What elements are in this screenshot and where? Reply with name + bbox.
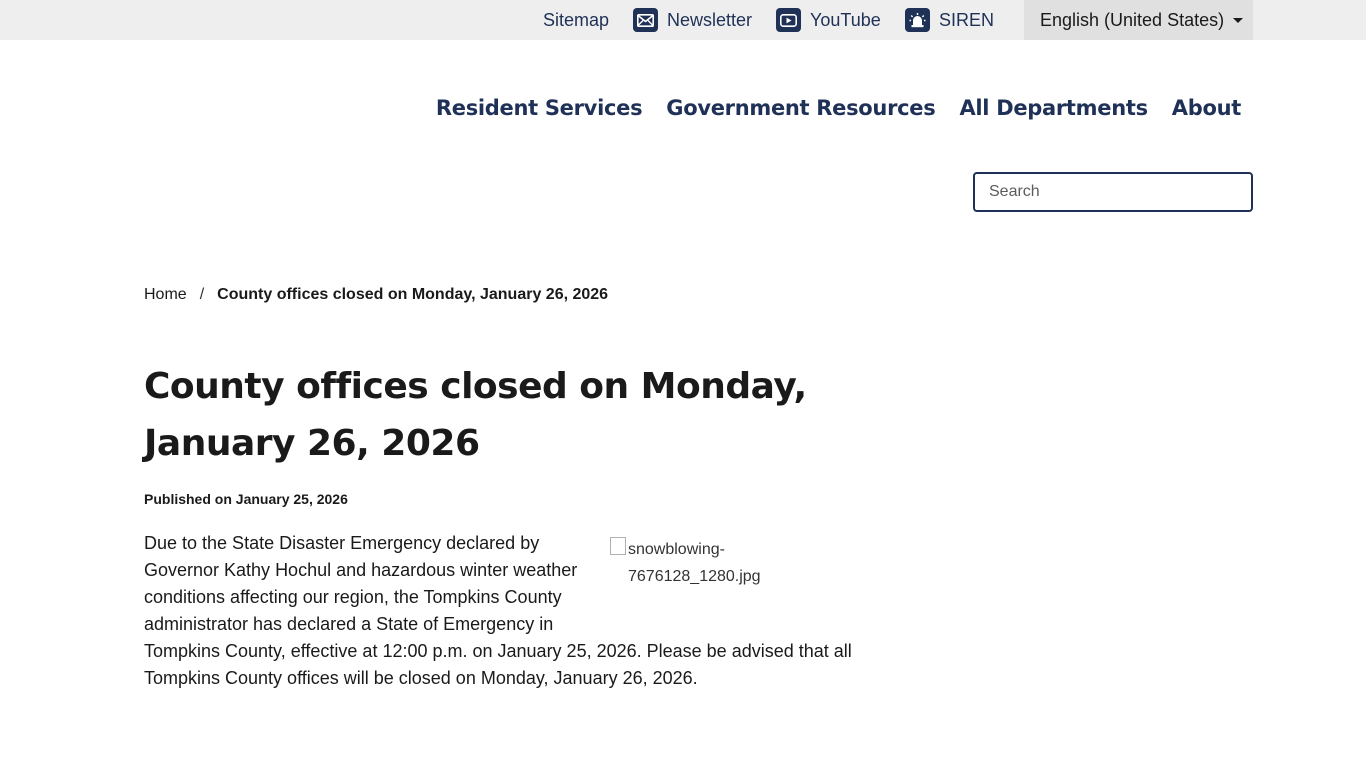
breadcrumb-home-link[interactable]: Home: [144, 286, 187, 303]
language-selected-value: English (United States): [1040, 9, 1225, 30]
broken-image-icon: [610, 537, 626, 555]
article-image: [610, 536, 856, 626]
article-body: [144, 530, 856, 692]
newsletter-label: Newsletter: [667, 9, 753, 30]
nav-resident-services[interactable]: Resident Services: [435, 96, 643, 120]
youtube-link[interactable]: [776, 0, 881, 40]
siren-link[interactable]: [905, 0, 994, 40]
siren-label: SIREN: [939, 9, 995, 30]
nav-about[interactable]: About: [1171, 96, 1241, 120]
article-paragraph: Due to the State Disaster Emergency declared by Governor Kathy Hochul and hazardous winter weather conditions affecting our region, the Tompkins County administrator has declared a State of Emergency in Tompkins County, effective at 12:00 p.m. on January 25, 2026. Please be advised that all Tompkins County offices will be closed on Monday, January 26, 2026.: [144, 533, 852, 688]
article-image-alt: snowblowing-7676128_1280.jpg: [628, 541, 761, 585]
caret-down-icon: [1233, 18, 1243, 23]
published-date: Published on January 25, 2026: [144, 491, 348, 507]
breadcrumb-current: County offices closed on Monday, January 26, 2026: [217, 286, 609, 303]
youtube-play-icon: [776, 8, 801, 32]
youtube-label: YouTube: [810, 9, 881, 30]
search-input[interactable]: [973, 172, 1253, 212]
siren-alarm-icon: [905, 8, 930, 32]
nav-all-departments[interactable]: All Departments: [959, 96, 1148, 120]
breadcrumb-separator: /: [199, 286, 205, 303]
main-navigation: [436, 96, 1241, 120]
breadcrumb: [144, 286, 608, 304]
language-select[interactable]: [1024, 0, 1253, 40]
page-title: County offices closed on Monday, January 26, 2026: [144, 366, 807, 464]
utility-bar: [0, 0, 1366, 40]
envelope-icon: [633, 8, 658, 32]
nav-government-resources[interactable]: Government Resources: [666, 96, 936, 120]
sitemap-link[interactable]: Sitemap: [543, 9, 610, 30]
newsletter-link[interactable]: [633, 0, 752, 40]
